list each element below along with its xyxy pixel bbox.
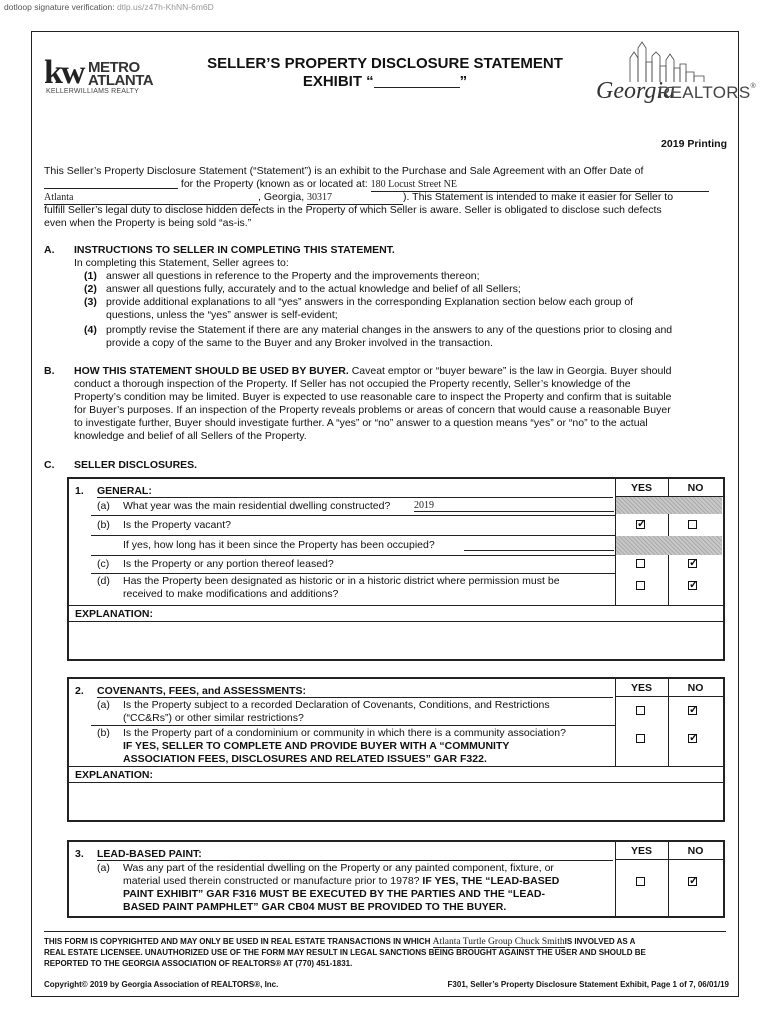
kw-letters: kw [44,54,84,91]
offer-date-field[interactable] [44,178,178,189]
kw-metro-text: METRO [88,59,140,76]
question-3a-line-1: Was any part of the residential dwelling on the Property or any painted component, fixture, or [123,862,554,874]
question-1d-letter: (d) [97,575,110,587]
leased-no-checkbox[interactable] [688,559,697,568]
lead-paint-yes-checkbox[interactable] [636,877,645,886]
covenants-disclosure-box [67,677,725,822]
question-1b-followup: If yes, how long has it been since the Property has been occupied? [123,539,435,551]
exhibit-label: EXHIBIT “ [302,73,374,90]
intro-line-1: This Seller’s Property Disclosure Statement (“Statement”) is an exhibit to the Purchase and Sale Agreement with an Offer Date of [44,165,644,177]
question-3a-text [123,862,615,914]
section-b-line-5: to investigate further, Buyer should investigate further. A “yes” or “no” answer to a question means “yes” or “no” to the actual [74,417,648,429]
georgia-label: , Georgia, [258,191,305,203]
section-b-line-6: knowledge and belief of all Sellers of the Property. [74,430,307,442]
georgia-script: Georgia [596,78,676,104]
section-b-line-2: conduct a thorough inspection of the Property. If Seller has not occupied the Property recently, Seller’s knowledge of the [74,378,631,390]
section-b-line-4: for Buyer’s purposes. If an inspection of the Property reveals problems or areas of concern that would cause a reasonable Buyer [74,404,671,416]
form-identifier: F301, Seller’s Property Disclosure Statement Exhibit, Page 1 of 7, 06/01/19 [447,980,729,989]
no-column-header: NO [687,845,704,857]
ccrs-yes-checkbox[interactable] [636,706,645,715]
realtors-wordmark [658,83,756,103]
copyright: Copyright© 2019 by Georgia Association of REALTORS®, Inc. [44,980,279,989]
instruction-num: (3) [84,296,97,308]
question-1d-line-2: received to make modifications and additions? [123,588,339,600]
vacancy-duration-field[interactable] [464,550,614,551]
section-a-lead: In completing this Statement, Seller agrees to: [74,257,289,269]
yes-column-header: YES [630,482,652,494]
kw-realty-text: KELLERWILLIAMS REALTY [46,88,140,95]
question-1d-line-1: Has the Property been designated as historic or in a historic district where permission must be [123,575,560,587]
instruction-text: promptly revise the Statement if there are any material changes in the answers to any of the questions prior to closing and [106,324,673,336]
covenants-heading: COVENANTS, FEES, and ASSESSMENTS: [97,685,613,698]
lead-heading: LEAD-BASED PAINT: [97,848,613,861]
question-2b-letter: (b) [97,727,110,739]
leased-yes-checkbox[interactable] [636,559,645,568]
intro-purpose-text: ). This Statement is intended to make it easier for Seller to [403,191,674,203]
covenants-explanation-field[interactable] [71,784,721,818]
dotloop-code[interactable]: dtlp.us/z47h-KhNN-6m6D [116,2,214,12]
historic-no-checkbox[interactable] [688,581,697,590]
question-2b-line-1: Is the Property part of a condominium or community in which there is a community association? [123,727,566,739]
intro-line-4: fulfill Seller’s legal duty to disclose hidden defects in the Property of which Seller is aware. Seller is obligated to disclose such defects [44,204,662,216]
question-2b-instruction-1: IF YES, SELLER TO COMPLETE AND PROVIDE BUYER WITH A “COMMUNITY [123,740,510,752]
section-b-line-3: Property’s condition may be limited. Buyer is expected to use reasonable care to inspect the Property and confirm that is suitable [74,391,672,403]
intro-line-2 [44,178,726,192]
footer-text: IS INVOLVED AS A [564,937,636,946]
property-address-field[interactable]: 180 Locust Street NE [371,178,709,192]
section-c-letter: C. [44,459,55,471]
shaded-answer-cell [616,497,722,514]
shaded-answer-cell [616,536,722,555]
historic-yes-checkbox[interactable] [636,581,645,590]
footer-line-2: REAL ESTATE LICENSEE. UNAUTHORIZED USE OF THE FORM MAY RESULT IN LEGAL SANCTIONS BEING BROUGHT AGAINST THE USER AND SHOULD BE [44,948,646,957]
printing-year: 2019 Printing [661,138,727,150]
instruction-num: (1) [84,270,97,282]
section-b-letter: B. [44,365,55,377]
general-heading: GENERAL: [97,485,613,498]
instruction-num: (2) [84,283,97,295]
general-num: 1. [75,485,84,497]
realtors-text: REALTORS [658,83,751,102]
question-1c-text: Is the Property or any portion thereof leased? [123,558,334,570]
no-column-header: NO [687,682,704,694]
question-3a-line-2-text: material used therein constructed or manufacture prior to 1978? [123,875,420,887]
instruction-num: (4) [84,324,97,336]
footer-divider [44,931,726,932]
section-b-text: Caveat emptor or “buyer beware” is the law in Georgia. Buyer should [351,365,672,377]
page-title [150,55,620,91]
yes-column-header: YES [630,682,652,694]
question-2b-text [123,727,613,766]
registered-mark: ® [750,83,756,90]
footer-line-1 [44,937,726,948]
kw-metro-atlanta-logo [44,54,154,98]
licensee-field[interactable]: Atlanta Turtle Group Chuck Smith [432,937,565,947]
georgia-realtors-logo [594,38,756,110]
question-3a-instruction-2: PAINT EXHIBIT” GAR F316 MUST BE EXECUTED BY THE PARTIES AND THE “LEAD- [123,888,545,900]
question-1a-text: What year was the main residential dwelling constructed? [123,500,391,512]
question-3a-instruction-3: BASED PAINT PAMPHLET” GAR CB04 MUST BE PROVIDED TO THE BUYER. [123,901,507,913]
dotloop-verification [4,2,214,12]
lead-paint-no-checkbox[interactable] [688,877,697,886]
vacant-no-checkbox[interactable] [688,520,697,529]
footer-text: THIS FORM IS COPYRIGHTED AND MAY ONLY BE USED IN REAL ESTATE TRANSACTIONS IN WHICH [44,937,431,946]
question-2a-text [123,699,613,725]
dotloop-label: dotloop signature verification: [4,2,115,12]
community-assoc-no-checkbox[interactable] [688,734,697,743]
kw-atlanta-text: ATLANTA [88,72,154,89]
question-2a-letter: (a) [97,699,110,711]
question-1a-letter: (a) [97,500,110,512]
section-a-letter: A. [44,244,55,256]
section-b-line-1 [74,365,726,378]
property-label: for the Property (known as or located at: [180,178,368,190]
general-explanation-field[interactable] [71,623,721,657]
question-2a-line-1: Is the Property subject to a recorded Declaration of Covenants, Conditions, and Restrictions [123,699,550,711]
instruction-text: answer all questions fully, accurately and to the actual knowledge and belief of all Sellers; [106,283,521,295]
exhibit-letter-field[interactable] [374,76,460,88]
yes-column-header: YES [630,845,652,857]
instruction-text-cont: questions, unless the “yes” answer is self-evident; [106,309,338,321]
question-3a-instruction-1: IF YES, THE “LEAD-BASED [422,875,560,887]
exhibit-close-quote: ” [459,73,468,90]
instruction-item [84,296,724,322]
covenants-num: 2. [75,685,84,697]
no-column-header: NO [687,482,704,494]
section-a-heading: INSTRUCTIONS TO SELLER IN COMPLETING THIS STATEMENT. [74,244,395,256]
question-1b-text: Is the Property vacant? [123,519,231,531]
title-line-1: SELLER’S PROPERTY DISCLOSURE STATEMENT [207,55,563,72]
instruction-text: provide additional explanations to all “yes” answers in the corresponding Explanation section below each group of [106,296,634,308]
zip-field[interactable]: 30317 [307,191,403,205]
vacant-yes-checkbox[interactable] [636,520,645,529]
year-built-field[interactable]: 2019 [414,500,614,512]
section-b-heading: HOW THIS STATEMENT SHOULD BE USED BY BUYER. [74,365,349,377]
lead-paint-disclosure-box [67,840,725,918]
covenants-explanation-label: EXPLANATION: [75,769,153,781]
ccrs-no-checkbox[interactable] [688,706,697,715]
general-explanation-label: EXPLANATION: [75,608,153,620]
community-assoc-yes-checkbox[interactable] [636,734,645,743]
footer-line-3: REPORTED TO THE GEORGIA ASSOCIATION OF REALTORS® AT (770) 451-1831. [44,959,353,968]
general-disclosure-box [67,477,725,661]
question-1d-text [123,575,613,601]
intro-line-3 [44,191,726,205]
instruction-text-cont: provide a copy of the same to the Buyer and any Broker involved in the transaction. [106,337,493,349]
section-c-heading: SELLER DISCLOSURES. [74,459,198,471]
lead-num: 3. [75,848,84,860]
question-2a-line-2: (“CC&Rs”) or other similar restrictions? [123,712,304,724]
question-1c-letter: (c) [97,558,110,570]
question-3a-line-2 [123,875,615,888]
question-2b-instruction-2: ASSOCIATION FEES, DISCLOSURES AND RELATED ISSUES” GAR F322. [123,753,487,765]
instruction-text: answer all questions in reference to the Property and the improvements thereon; [106,270,480,282]
title-line-2 [150,73,620,91]
instruction-item [84,324,724,350]
question-3a-letter: (a) [97,862,110,874]
city-field[interactable]: Atlanta [44,191,258,205]
question-1b-letter: (b) [97,519,110,531]
intro-line-5: even when the Property is being sold “as-is.” [44,217,252,229]
